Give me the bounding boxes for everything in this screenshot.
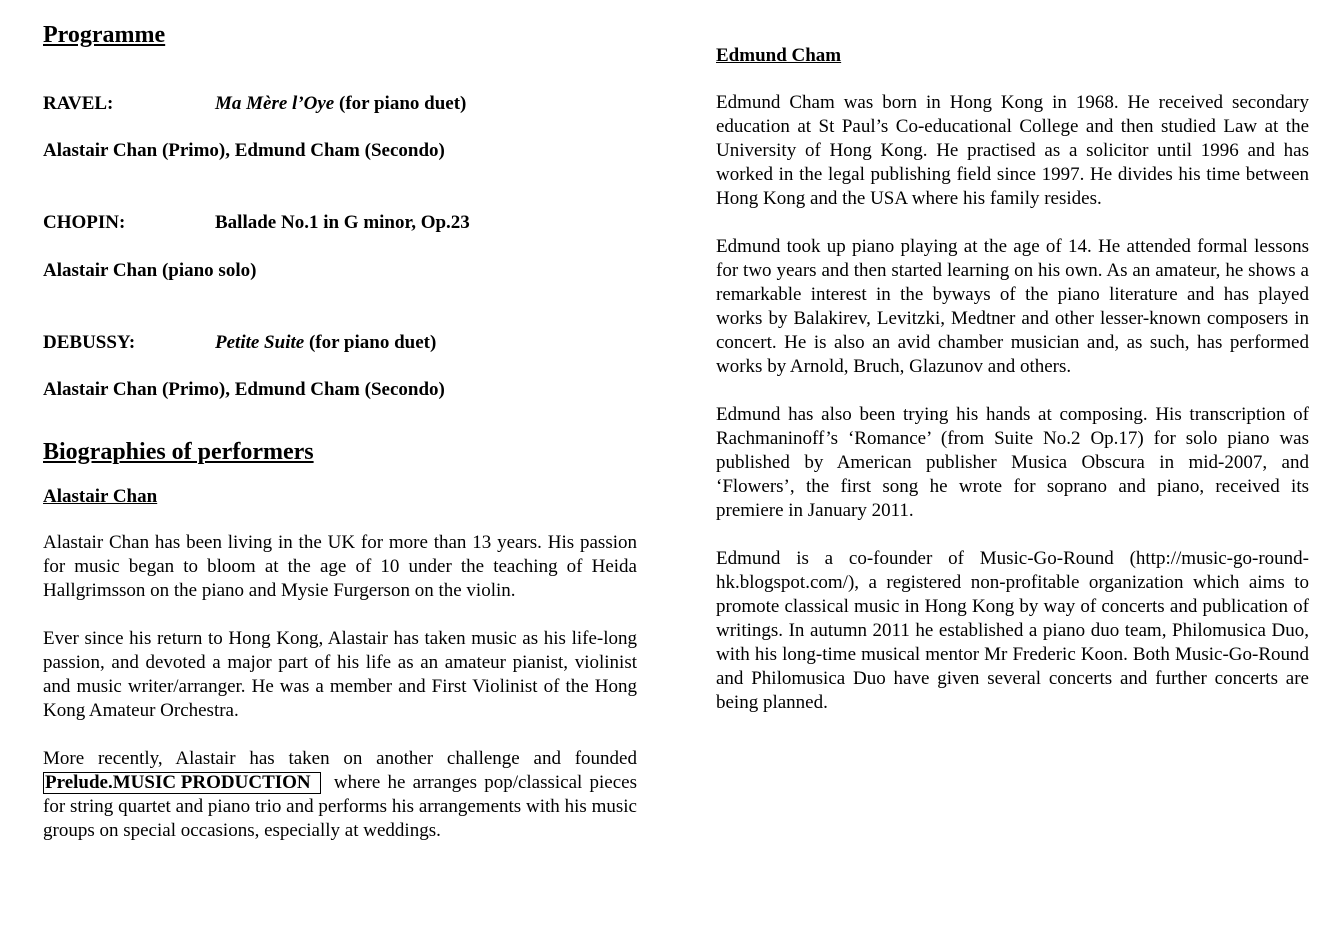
work-title xyxy=(215,330,436,356)
alastair-name-heading: Alastair Chan xyxy=(43,486,158,507)
biographies-heading: Biographies of performers xyxy=(43,439,314,465)
alastair-bio-p3-rest: where he arranges pop/classical pieces for string quartet and piano trio and performs his arrangements with his music groups on special occasions, especially at weddings. xyxy=(43,772,638,841)
alastair-bio-p3-intro: More recently, Alastair has taken on another challenge and founded xyxy=(43,748,637,769)
edmund-bio-p4: Edmund is a co-founder of Music-Go-Round (http://music-go-round-hk.blogspot.com/), a registered non-profitable organization which aims to promote classical music in Hong Kong by way of concerts and publication of writings. In autumn 2011 he established a piano duo team, Philomusica Duo, with his long-time musical mentor Mr Frederic Koon. Both Music-Go-Round and Philomusica Duo have given several concerts and further concerts are being planned. xyxy=(716,548,1309,713)
programme-item-ravel xyxy=(43,91,637,117)
alastair-bio-p1: Alastair Chan has been living in the UK for more than 13 years. His passion for music began to bloom at the age of 10 under the teaching of Heida Hallgrimsson on the piano and Mysie Furgerson on the violin. xyxy=(43,532,637,601)
composer-label: CHOPIN: xyxy=(43,212,126,233)
performers-line: Alastair Chan (Primo), Edmund Cham (Secondo) xyxy=(43,379,445,400)
programme-item-debussy xyxy=(43,330,637,356)
work-title xyxy=(215,91,466,117)
composer-label: RAVEL: xyxy=(43,93,114,114)
work-note: (for piano duet) xyxy=(304,332,437,353)
performers-line: Alastair Chan (Primo), Edmund Cham (Secondo) xyxy=(43,140,445,161)
edmund-bio-p3: Edmund has also been trying his hands at composing. His transcription of Rachmaninoff’s ‘Romance’ (from Suite No.2 Op.17) for solo piano was published by American publisher Musica Obscura in mid-2007, and ‘Flowers’, the first song he wrote for soprano and piano, received its premiere in January 2011. xyxy=(716,404,1309,521)
edmund-bio-p2: Edmund took up piano playing at the age of 14. He attended formal lessons for two years and then started learning on his own. As an amateur, he shows a remarkable interest in the byways of the piano literature and has played works by Balakirev, Levitzki, Medtner and other lesser-known composers in concert. He is also an avid chamber musician and, as such, has performed works by Arnold, Bruch, Glazunov and others. xyxy=(716,236,1309,377)
programme-heading: Programme xyxy=(43,22,166,48)
work-title xyxy=(215,210,470,236)
programme-item-chopin xyxy=(43,210,637,236)
work-note: Ballade No.1 in G minor, Op.23 xyxy=(215,212,470,233)
left-column xyxy=(43,18,637,843)
brand-box: Prelude.MUSIC PRODUCTION xyxy=(43,772,321,794)
alastair-bio-p3 xyxy=(43,747,637,843)
alastair-bio-p2: Ever since his return to Hong Kong, Alastair has taken music as his life-long passion, and devoted a major part of his life as an amateur pianist, violinist and music writer/arranger. He was a member and First Violinist of the Hong Kong Amateur Orchestra. xyxy=(43,628,637,721)
performers-line: Alastair Chan (piano solo) xyxy=(43,260,257,281)
edmund-bio-p1: Edmund Cham was born in Hong Kong in 1968. He received secondary education at St Paul’s Co-educational College and then studied Law at the University of Hong Kong. He practised as a solicitor until 1996 and has worked in the legal publishing field since 1997. He divides his time between Hong Kong and the USA where his family resides. xyxy=(716,92,1309,209)
edmund-name-heading: Edmund Cham xyxy=(716,45,842,66)
work-note: (for piano duet) xyxy=(334,93,467,114)
composer-label: DEBUSSY: xyxy=(43,332,136,353)
work-title-italic: Petite Suite xyxy=(215,332,305,353)
work-title-italic: Ma Mère l’Oye xyxy=(215,93,335,114)
right-column xyxy=(716,42,1309,715)
